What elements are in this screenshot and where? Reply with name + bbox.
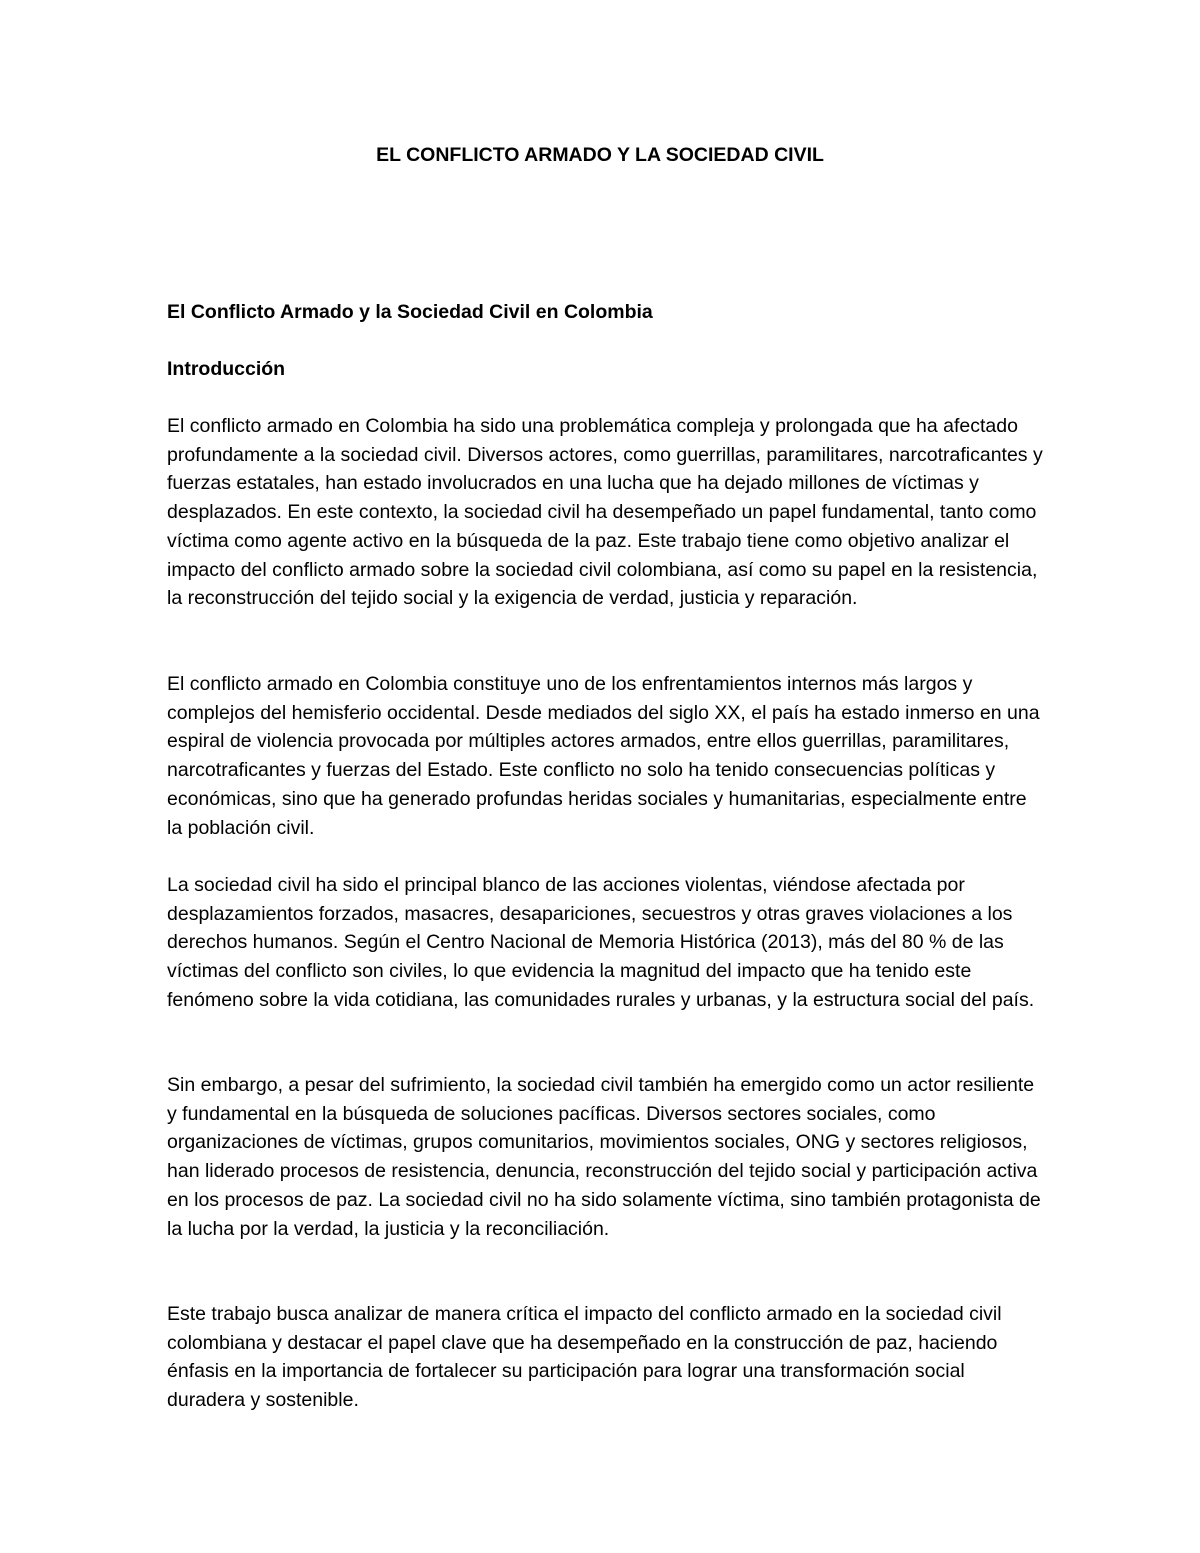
paragraph: La sociedad civil ha sido el principal blanco de las acciones violentas, viéndose afectada por desplazamientos forzados, masacres, desapariciones, secuestros y otras graves violaciones a los derechos humanos. Según el Centro Nacional de Memoria Histórica (2013), más del 80 % de las víctimas del conflicto son civiles, lo que evidencia la magnitud del impacto que ha tenido este fenómeno sobre la vida cotidiana, las comunidades rurales y urbanas, y la estructura social del país. [167, 874, 1035, 1011]
paragraph: El conflicto armado en Colombia constituye uno de los enfrentamientos internos más largos y complejos del hemisferio occidental. Desde mediados del siglo XX, el país ha estado inmerso en una espiral de violencia provocada por múltiples actores armados, entre ellos guerrillas, paramilitares, narcotraficantes y fuerzas del Estado. Este conflicto no solo ha tenido consecuencias políticas y económicas, sino que ha generado profundas heridas sociales y humanitarias, especialmente entre la población civil. [167, 673, 1040, 839]
section-title: El Conflicto Armado y la Sociedad Civil en Colombia [167, 301, 653, 323]
paragraph: Sin embargo, a pesar del sufrimiento, la sociedad civil también ha emergido como un actor resiliente y fundamental en la búsqueda de soluciones pacíficas. Diversos sectores sociales, como organizaciones de víctimas, grupos comunitarios, movimientos sociales, ONG y sectores religiosos, han liderado procesos de resistencia, denuncia, reconstrucción del tejido social y participación activa en los procesos de paz. La sociedad civil no ha sido solamente víctima, sino también protagonista de la lucha por la verdad, la justicia y la reconciliación. [167, 1074, 1041, 1240]
paragraph: Este trabajo busca analizar de manera crítica el impacto del conflicto armado en la sociedad civil colombiana y destacar el papel clave que ha desempeñado en la construcción de paz, haciendo énfasis en la importancia de fortalecer su participación para lograr una transformación social duradera y sostenible. [167, 1303, 1002, 1412]
introduction-heading: Introducción [167, 358, 286, 380]
document-title: EL CONFLICTO ARMADO Y LA SOCIEDAD CIVIL [376, 144, 824, 166]
paragraph: El conflicto armado en Colombia ha sido una problemática compleja y prolongada que ha afectado profundamente a la sociedad civil. Diversos actores, como guerrillas, paramilitares, narcotraficantes y fuerzas estatales, han estado involucrados en una lucha que ha dejado millones de víctimas y desplazados. En este contexto, la sociedad civil ha desempeñado un papel fundamental, tanto como víctima como agente activo en la búsqueda de la paz. Este trabajo tiene como objetivo analizar el impacto del conflicto armado sobre la sociedad civil colombiana, así como su papel en la resistencia, la reconstrucción del tejido social y la exigencia de verdad, justicia y reparación. [167, 415, 1043, 610]
